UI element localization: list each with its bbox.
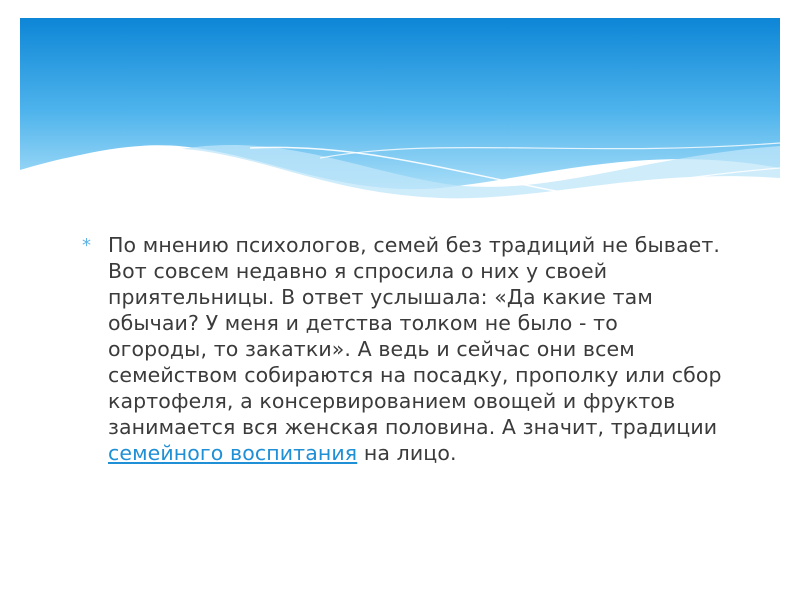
wave-graphic [20,18,780,218]
header-wave-banner [20,18,780,218]
bullet-item [82,232,722,466]
bullet-paragraph [108,232,722,466]
family-education-link[interactable]: семейного воспитания [108,441,358,465]
slide-body [82,232,722,466]
paragraph-ending: на лицо. [357,441,457,465]
asterisk-bullet-icon: * [82,235,91,256]
paragraph-text: По мнению психологов, семей без традиций не бывает. Вот совсем недавно я спросила о них у своей приятельницы. В ответ услышала: «Да какие там обычаи? У меня и детства толком не было - то огороды, то закатки». А ведь и сейчас они всем семейством собираются на посадку, прополку или сбор картофеля, а консервированием овощей и фруктов занимается вся женская половина. А значит, традиции [108,233,722,439]
